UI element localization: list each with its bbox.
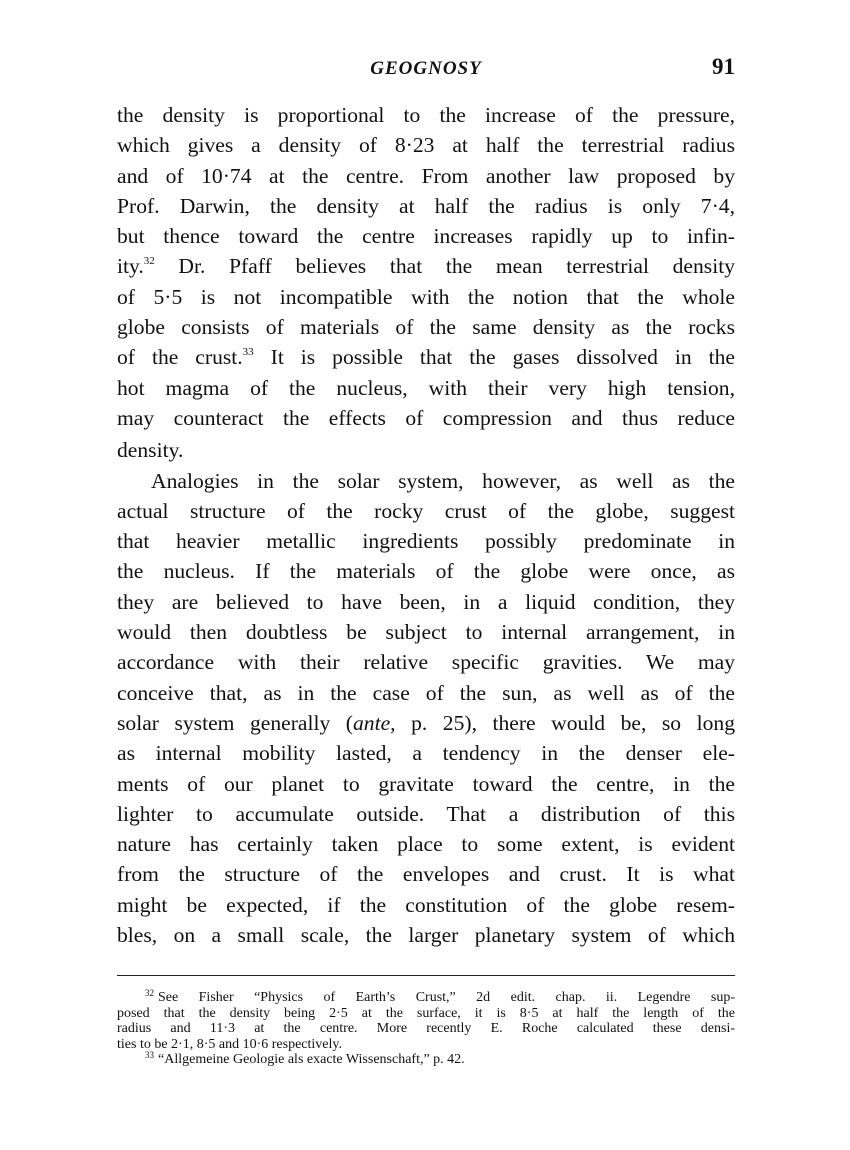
text-line: would then doubtless be subject to internal arrangement, in (117, 620, 735, 645)
text-fragment: ity. (117, 254, 144, 279)
page-number: 91 (712, 54, 735, 79)
text-line: hot magma of the nucleus, with their very high tension, (117, 375, 735, 400)
text-line: Prof. Darwin, the density at half the radius is only 7·4, (117, 193, 735, 218)
text-line: of 5·5 is not incompatible with the notion that the whole (117, 284, 735, 309)
text-line: globe consists of materials of the same density as the rocks (117, 315, 735, 340)
text-line: which gives a density of 8·23 at half the terrestrial radius (117, 133, 735, 158)
text-line: the nucleus. If the materials of the globe were once, as (117, 559, 735, 584)
text-line: from the structure of the envelopes and crust. It is what (117, 862, 735, 887)
text-line (117, 251, 735, 281)
page-header (117, 54, 735, 90)
body-text (117, 100, 735, 950)
footnote-line (117, 990, 735, 1006)
text-fragment: It is possible that the gases dissolved in the (253, 345, 735, 370)
text-fragment: of the crust. (117, 345, 243, 370)
text-line (117, 342, 735, 372)
text-line: actual structure of the rocky crust of the globe, suggest (117, 498, 735, 523)
text-line: as internal mobility lasted, a tendency in the denser ele- (117, 741, 735, 766)
text-line: conceive that, as in the case of the sun, as well as of the (117, 680, 735, 705)
footnote-text: See Fisher “Physics of Earth’s Crust,” 2d edit. chap. ii. Legendre sup- (158, 990, 735, 1005)
footnote-marker: 32 (145, 988, 154, 998)
footnotes (117, 990, 735, 1068)
text-line: and of 10·74 at the centre. From another law proposed by (117, 163, 735, 188)
text-line: accordance with their relative specific gravities. We may (117, 650, 735, 675)
text-fragment: Dr. Pfaff believes that the mean terrestrial density (154, 254, 735, 279)
footnote-line: posed that the density being 2·5 at the surface, it is 8·5 at half the length of the (117, 1005, 735, 1021)
text-line (117, 708, 735, 738)
footnote-reference: 32 (143, 255, 155, 268)
footnote-reference: 33 (242, 346, 254, 359)
running-title: GEOGNOSY (370, 58, 482, 79)
text-line: they are believed to have been, in a liquid condition, they (117, 589, 735, 614)
footnote-text: “Allgemeine Geologie als exacte Wissenschaft,” p. 42. (158, 1052, 465, 1068)
footnote-line: ties to be 2·1, 8·5 and 10·6 respectively. (117, 1036, 342, 1052)
text-line: might be expected, if the constitution of the globe resem- (117, 892, 735, 917)
footnote-line: radius and 11·3 at the centre. More recently E. Roche calculated these densi- (117, 1021, 735, 1037)
footnote-marker: 33 (145, 1050, 154, 1061)
italic-reference: ante, (353, 710, 396, 735)
text-line: ments of our planet to gravitate toward the centre, in the (117, 771, 735, 796)
footnote-line (117, 1052, 735, 1068)
text-line: may counteract the effects of compression and thus reduce (117, 405, 735, 430)
text-line: nature has certainly taken place to some extent, is evident (117, 832, 735, 857)
text-fragment: solar system generally ( (117, 710, 353, 735)
text-line: but thence toward the centre increases rapidly up to infin- (117, 224, 735, 249)
footnote-divider (117, 975, 735, 976)
text-line: density. (117, 438, 184, 463)
text-fragment: p. 25), there would be, so long (395, 710, 735, 735)
text-line: the density is proportional to the increase of the pressure, (117, 103, 735, 127)
text-line: Analogies in the solar system, however, as well as the (151, 468, 735, 493)
text-line: lighter to accumulate outside. That a distribution of this (117, 801, 735, 826)
text-line: that heavier metallic ingredients possibly predominate in (117, 529, 735, 554)
text-line: bles, on a small scale, the larger planetary system of which (117, 923, 735, 948)
